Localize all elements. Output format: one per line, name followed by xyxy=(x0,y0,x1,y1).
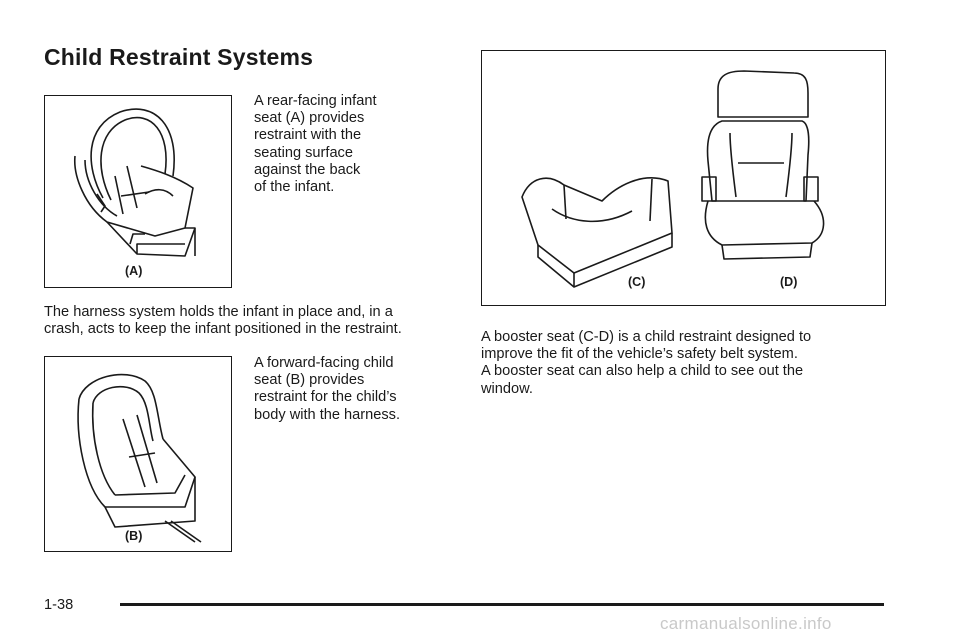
text-line: seat (B) provides xyxy=(254,372,365,389)
figure-infant-seat xyxy=(44,95,232,288)
text-line: crash, acts to keep the infant positioned in the restraint. xyxy=(44,321,402,338)
text-line: seat (A) provides xyxy=(254,110,365,127)
page-title: Child Restraint Systems xyxy=(44,44,314,70)
text-line: window. xyxy=(481,380,533,397)
booster-text xyxy=(481,329,811,398)
text-line: restraint for the child’s xyxy=(254,389,397,406)
figure-label-d: (D) xyxy=(780,275,798,289)
forward-seat-illustration xyxy=(45,357,230,550)
text-line: A booster seat can also help a child to see out the xyxy=(481,363,804,380)
footer-rule xyxy=(120,603,884,606)
infant-seat-illustration xyxy=(45,96,230,286)
figure-label-c: (C) xyxy=(628,275,646,289)
text-line: restraint with the xyxy=(254,127,362,144)
figure-booster-seats xyxy=(481,50,886,306)
page-number: 1-38 xyxy=(44,597,74,613)
figure-forward-seat xyxy=(44,356,232,552)
text-line: A booster seat (C-D) is a child restraint designed to xyxy=(481,329,812,345)
figure-label-a: (A) xyxy=(125,264,143,278)
text-line: body with the harness. xyxy=(254,406,401,423)
text-line: A forward-facing child xyxy=(254,355,394,371)
text-line: A rear-facing infant xyxy=(254,93,377,109)
figure-label-b: (B) xyxy=(125,529,143,543)
forward-facing-text xyxy=(254,355,400,424)
text-line: The harness system holds the infant in place and, in a xyxy=(44,304,393,320)
watermark: carmanualsonline.info xyxy=(660,614,832,633)
text-line: against the back xyxy=(254,161,361,178)
text-line: seating surface xyxy=(254,144,353,161)
harness-text xyxy=(44,304,402,338)
text-line: improve the fit of the vehicle’s safety belt system. xyxy=(481,346,798,363)
booster-seats-illustration xyxy=(482,51,884,304)
text-line: of the infant. xyxy=(254,179,335,196)
rear-facing-text xyxy=(254,93,377,196)
